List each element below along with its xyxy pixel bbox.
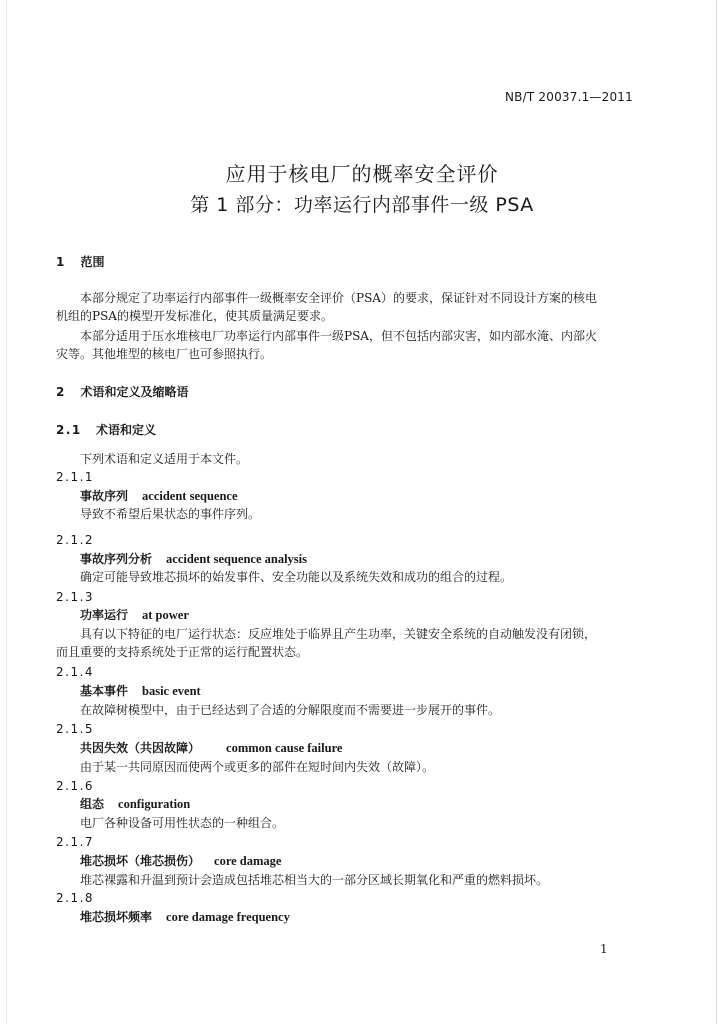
term-definition: 确定可能导致堆芯损坏的始发事件、安全功能以及系统失效和成功的组合的过程。 <box>80 570 513 584</box>
term-en: basic event <box>142 684 201 698</box>
term-number: 2.1.6 <box>56 779 95 793</box>
term-heading <box>80 551 307 567</box>
term-cn: 堆芯损坏（堆芯损伤） <box>80 854 201 868</box>
paragraph-line: 本部分规定了功率运行内部事件一级概率安全评价（PSA）的要求，保证针对不同设计方案的核电 <box>80 291 597 305</box>
term-en: configuration <box>118 797 191 811</box>
term-cn: 组态 <box>80 797 105 811</box>
term-cn: 事故序列 <box>80 489 129 503</box>
term-cn: 事故序列分析 <box>80 552 153 566</box>
standard-code: NB/T 20037.1—2011 <box>505 90 633 104</box>
term-heading <box>80 488 238 504</box>
document-title-line2: 第 1 部分：功率运行内部事件一级 PSA <box>190 194 534 216</box>
term-en: accident sequence analysis <box>166 552 307 566</box>
term-cn: 共因失效（共因故障） <box>80 741 201 755</box>
term-heading <box>80 740 342 756</box>
term-heading <box>80 607 189 623</box>
term-definition: 由于某一共同原因而使两个或更多的部件在短时间内失效（故障）。 <box>80 760 435 774</box>
term-definition: 在故障树模型中，由于已经达到了合适的分解限度而不需要进一步展开的事件。 <box>80 703 501 717</box>
term-definition: 电厂各种设备可用性状态的一种组合。 <box>80 816 285 830</box>
subsection-title: 术语和定义 <box>95 423 156 437</box>
document-title-line1: 应用于核电厂的概率安全评价 <box>225 162 499 186</box>
term-cn: 功率运行 <box>80 608 129 622</box>
section-1-heading <box>56 254 105 270</box>
section-2-heading <box>56 384 189 400</box>
paragraph-line: 灾等。其他堆型的核电厂也可参照执行。 <box>56 347 273 361</box>
scan-edge-left <box>6 0 7 1024</box>
section-title: 范围 <box>80 255 105 269</box>
term-en: accident sequence <box>142 489 238 503</box>
term-heading <box>80 796 190 812</box>
section-title: 术语和定义及缩略语 <box>80 385 189 399</box>
term-definition: 堆芯裸露和升温到预计会造成包括堆芯相当大的一部分区域长期氧化和严重的燃料损坏。 <box>80 873 549 887</box>
term-number: 2.1.3 <box>56 590 95 604</box>
paragraph-line: 本部分适用于压水堆核电厂功率运行内部事件一级PSA，但不包括内部灾害，如内部水淹、内部火 <box>80 329 597 343</box>
term-en: core damage frequency <box>166 910 290 924</box>
subsection-2-1-heading <box>56 422 156 438</box>
scan-edge-right <box>716 0 717 1024</box>
term-number: 2.1.1 <box>56 470 95 484</box>
paragraph-line: 机组的PSA的模型开发标准化，使其质量满足要求。 <box>56 309 333 323</box>
subsection-number: 2.1 <box>56 423 82 437</box>
term-definition: 具有以下特征的电厂运行状态：反应堆处于临界且产生功率，关键安全系统的自动触发没有闭锁， <box>80 627 597 641</box>
section-number: 2 <box>56 385 65 399</box>
term-en: common cause failure <box>226 741 343 755</box>
section-number: 1 <box>56 255 65 269</box>
term-heading <box>80 853 281 869</box>
term-number: 2.1.2 <box>56 533 95 547</box>
term-en: core damage <box>214 854 282 868</box>
term-number: 2.1.7 <box>56 835 95 849</box>
term-cn: 基本事件 <box>80 684 129 698</box>
term-heading <box>80 909 290 925</box>
term-definition-cont: 而且重要的支持系统处于正常的运行配置状态。 <box>56 645 309 659</box>
term-definition: 导致不希望后果状态的事件序列。 <box>80 507 261 521</box>
term-cn: 堆芯损坏频率 <box>80 910 153 924</box>
term-number: 2.1.5 <box>56 722 95 736</box>
term-en: at power <box>142 608 189 622</box>
term-number: 2.1.8 <box>56 891 95 905</box>
page-number: 1 <box>600 942 608 956</box>
term-number: 2.1.4 <box>56 665 95 679</box>
term-heading <box>80 683 201 699</box>
subsection-intro: 下列术语和定义适用于本文件。 <box>80 452 249 466</box>
